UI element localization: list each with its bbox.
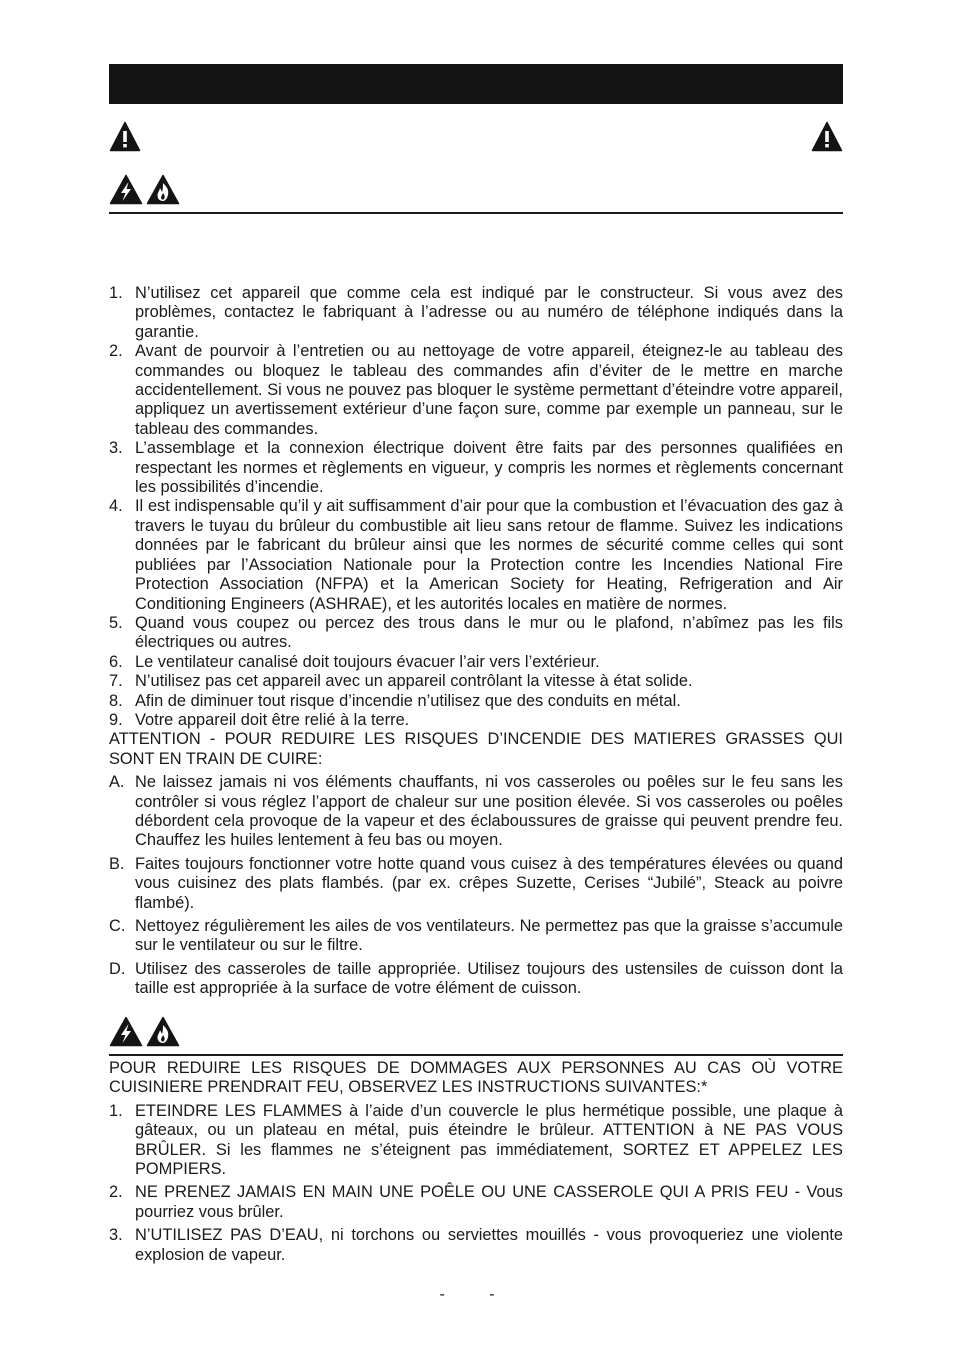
item-letter: D. <box>109 959 126 978</box>
item-text: Nettoyez régulièrement les ailes de vos ventilateurs. Ne permettez pas que la graisse s’accumule sur le ventilateur ou sur le filtre. <box>135 917 843 955</box>
item-number: 1. <box>109 1101 123 1120</box>
item-text: Ne laissez jamais ni vos éléments chauffants, ni vos casseroles ou poêles sur le feu sans les contrôler si vous réglez l’apport de chaleur sur une position élevée. Si vos casseroles ou poêles débordent cela provoque de la vapeur et des éclaboussures de graisse qui peuvent prendre feu. Chauffez les huiles lentement à feu bas ou moyen. <box>135 773 843 850</box>
attention-heading: ATTENTION - POUR REDUIRE LES RISQUES D’INCENDIE DES MATIERES GRASSES QUI SONT EN TRAIN DE CUIRE: <box>109 730 843 768</box>
item-number: 9. <box>109 710 123 729</box>
item-text: N’utilisez cet appareil que comme cela est indiqué par le constructeur. Si vous avez des problèmes, contactez le fabriquant à l’adresse ou au numéro de téléphone indiqués dans la garantie. <box>135 284 843 341</box>
item-letter: C. <box>109 917 126 935</box>
list-item <box>109 917 843 956</box>
item-number: 6. <box>109 652 123 671</box>
cooktop-fire-instructions <box>109 1059 843 1265</box>
safety-instructions <box>109 284 843 999</box>
list-item <box>109 614 843 653</box>
list-item <box>109 692 843 711</box>
item-text: N’UTILISEZ PAS D’EAU, ni torchons ou serviettes mouillés - vous provoqueriez une violente explosion de vapeur. <box>135 1226 843 1264</box>
list-item <box>109 653 843 672</box>
list-item <box>109 284 843 342</box>
item-number: 3. <box>109 1226 123 1245</box>
header-bar <box>109 64 843 104</box>
item-text: Faites toujours fonctionner votre hotte quand vous cuisez à des températures élevées ou quand vous cuisinez des plats flambés. (par ex. crêpes Suzette, Cerises “Jubilé”, Steack au poivre flambé). <box>135 854 843 912</box>
list-item <box>109 773 843 851</box>
item-text: Votre appareil doit être relié à la terre. <box>135 710 410 729</box>
item-number: 2. <box>109 1183 123 1202</box>
list-item <box>109 1183 843 1222</box>
item-letter: A. <box>109 773 125 792</box>
item-text: NE PRENEZ JAMAIS EN MAIN UNE POÊLE OU UNE CASSEROLE QUI A PRIS FEU - Vous pourriez vous brûler. <box>135 1183 843 1221</box>
item-number: 2. <box>109 342 123 361</box>
section-divider <box>109 1054 843 1056</box>
list-item <box>109 342 843 439</box>
item-text: Afin de diminuer tout risque d’incendie n’utilisez que des conduits en métal. <box>135 691 681 710</box>
list-item <box>109 711 843 730</box>
warning-triangle-icon <box>811 121 843 152</box>
item-text: Avant de pourvoir à l’entretien ou au nettoyage de votre appareil, éteignez-le au tableau des commandes ou bloquez le tableau des commandes afin d’éviter de le mettre en marche accidentellement. Si vous ne pouvez pas bloquer le système permettant d’éteindre votre appareil, appliquez un avertissement extérieur d’une façon sure, comme par exemple un panneau, sur le tableau des commandes. <box>135 342 843 438</box>
item-number: 3. <box>109 439 123 458</box>
item-text: ETEINDRE LES FLAMMES à l’aide d’un couvercle le plus hermétique possible, une plaque à gâteaux, ou un plateau en métal, puis éteindre le brûleur. ATTENTION à NE PAS VOUS BRÛLER. Si les flammes ne s’éteignent pas immédiatement, SORTEZ ET APPELEZ LES POMPIERS. <box>135 1101 843 1179</box>
item-text: Il est indispensable qu’il y ait suffisamment d’air pour que la combustion et l’évacuation des gaz à travers le tuyau du brûleur du combustible ait lieu sans retour de flamme. Suivez les indications données par le fabricant du brûleur ainsi que les normes de sécurité comme celles qui sont publiées par l’Association Nationale pour la Protection contre les Incendies National Fire Protection Association (NFPA) et la American Society for Heating, Refrigeration and Air Conditioning Engineers (ASHRAE), et les autorités locales en matière de normes. <box>135 497 843 613</box>
item-number: 5. <box>109 613 123 632</box>
item-text: N’utilisez pas cet appareil avec un appareil contrôlant la vitesse à état solide. <box>135 672 693 691</box>
fire-warning-icon <box>146 174 180 205</box>
list-item <box>109 960 843 999</box>
item-number: 8. <box>109 691 123 710</box>
fire-warning-icon <box>146 1016 180 1047</box>
item-text: L’assemblage et la connexion électrique doivent être faits par des personnes qualifiées en respectant les normes et règlements en vigueur, y compris les normes et règlements concernant les possibilités d’incendie. <box>135 439 843 497</box>
electric-shock-warning-icon <box>109 174 143 205</box>
item-text: Le ventilateur canalisé doit toujours évacuer l’air vers l’extérieur. <box>135 652 600 671</box>
list-item <box>109 1226 843 1265</box>
section-divider <box>109 212 843 214</box>
electric-shock-warning-icon <box>109 1016 143 1047</box>
item-text: Utilisez des casseroles de taille appropriée. Utilisez toujours des ustensiles de cuisson dont la taille est appropriée à la surface de votre élément de cuisson. <box>135 959 843 998</box>
item-text: Quand vous coupez ou percez des trous dans le mur ou le plafond, n’abîmez pas les fils électriques ou autres. <box>135 613 843 652</box>
page-number: - - <box>439 1286 515 1303</box>
list-item <box>109 439 843 497</box>
item-letter: B. <box>109 854 125 873</box>
grease-fire-list <box>109 773 843 998</box>
list-item <box>109 1102 843 1180</box>
list-item <box>109 672 843 691</box>
warning-triangle-icon <box>109 121 141 152</box>
list-item <box>109 497 843 613</box>
item-number: 1. <box>109 284 123 302</box>
item-number: 4. <box>109 497 123 516</box>
item-number: 7. <box>109 672 123 691</box>
fire-intro: POUR REDUIRE LES RISQUES DE DOMMAGES AUX PERSONNES AU CAS OÙ VOTRE CUISINIERE PRENDRAIT FEU, OBSERVEZ LES INSTRUCTIONS SUIVANTES:* <box>109 1059 843 1097</box>
list-item <box>109 855 843 913</box>
fire-list <box>109 1102 843 1265</box>
